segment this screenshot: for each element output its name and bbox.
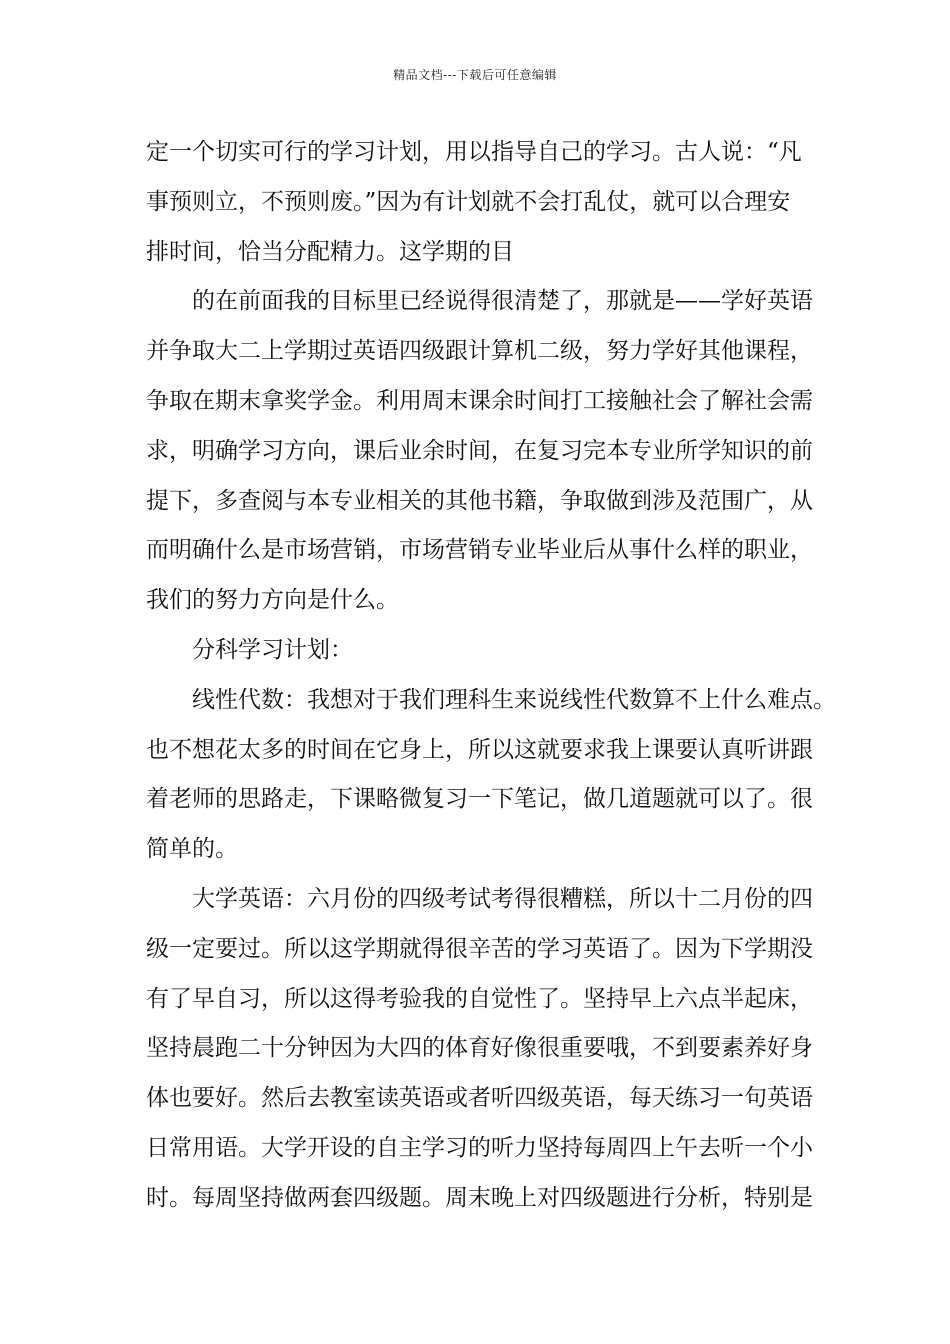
body-line: 有了早自习，所以这得考验我的自觉性了。坚持早上六点半起床， bbox=[146, 985, 813, 1012]
body-line: 坚持晨跑二十分钟因为大四的体育好像很重要哦，不到要素养好身 bbox=[146, 1035, 813, 1062]
paragraph-start-line: 的在前面我的目标里已经说得很清楚了，那就是——学好英语 bbox=[192, 288, 813, 315]
paragraph-start-line: 大学英语：六月份的四级考试考得很糟糕，所以十二月份的四 bbox=[192, 885, 813, 912]
document-body bbox=[146, 128, 846, 1224]
section-heading: 分科学习计划： bbox=[192, 636, 353, 663]
body-line: 定一个切实可行的学习计划，用以指导自己的学习。古人说：“凡 bbox=[146, 139, 802, 165]
body-line: 着老师的思路走，下课略微复习一下笔记，做几道题就可以了。很 bbox=[146, 786, 813, 813]
body-line: 日常用语。大学开设的自主学习的听力坚持每周四上午去听一个小 bbox=[146, 1134, 813, 1161]
body-line: 并争取大二上学期过英语四级跟计算机二级，努力学好其他课程， bbox=[146, 338, 813, 365]
body-line: 我们的努力方向是什么。 bbox=[146, 587, 399, 614]
body-line: 提下，多查阅与本专业相关的其他书籍，争取做到涉及范围广，从 bbox=[146, 487, 813, 514]
body-line: 排时间，恰当分配精力。这学期的目 bbox=[146, 238, 514, 265]
body-line: 争取在期末拿奖学金。利用周末课余时间打工接触社会了解社会需 bbox=[146, 387, 813, 414]
body-line: 事预则立，不预则废。”因为有计划就不会打乱仗，就可以合理安 bbox=[146, 188, 791, 215]
paragraph-start-line: 线性代数：我想对于我们理科生来说线性代数算不上什么难点。 bbox=[192, 686, 836, 713]
body-line: 求，明确学习方向，课后业余时间，在复习完本专业所学知识的前 bbox=[146, 437, 813, 464]
body-line: 而明确什么是市场营销，市场营销专业毕业后从事什么样的职业， bbox=[146, 537, 813, 564]
body-line: 简单的。 bbox=[146, 836, 238, 863]
body-line: 级一定要过。所以这学期就得很辛苦的学习英语了。因为下学期没 bbox=[146, 935, 813, 962]
body-line: 也不想花太多的时间在它身上，所以这就要求我上课要认真听讲跟 bbox=[146, 736, 813, 763]
body-line: 时。每周坚持做两套四级题。周末晚上对四级题进行分析，特别是 bbox=[146, 1184, 813, 1211]
page-header: 精品文档---下载后可任意编辑 bbox=[393, 68, 557, 82]
body-line: 体也要好。然后去教室读英语或者听四级英语，每天练习一句英语 bbox=[146, 1085, 813, 1112]
